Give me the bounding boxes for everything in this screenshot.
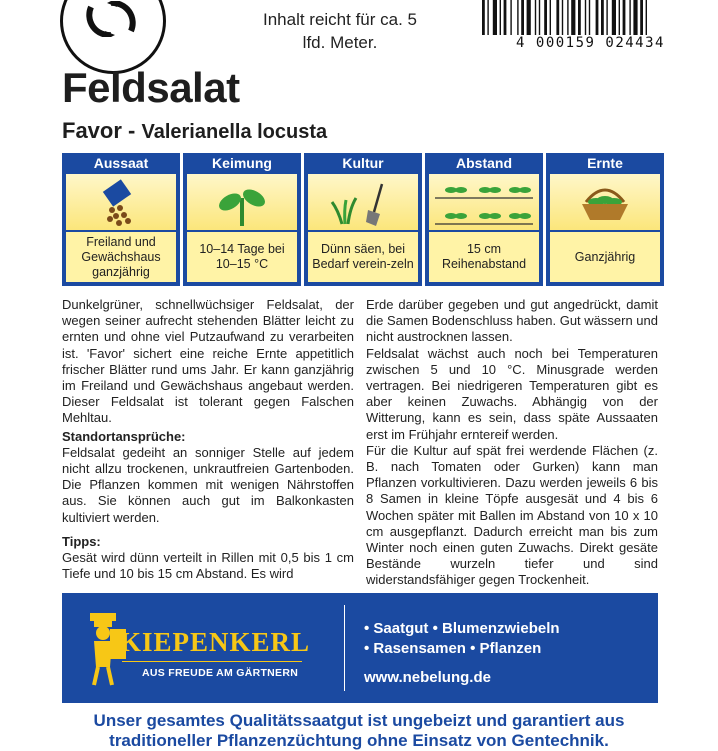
harvest-basket-icon <box>550 174 660 230</box>
brand-logo <box>82 609 332 689</box>
tipps-paragraph: Gesät wird dünn verteilt in Rillen mit 0,5 bis 1 cm Tiefe und 10 bis 15 cm Abstand. Es wird <box>62 550 354 582</box>
seed-packet-icon <box>66 174 176 230</box>
product-subtitle <box>62 118 327 144</box>
barcode-bars <box>478 0 703 36</box>
shovel-plant-icon <box>308 174 418 230</box>
card-text: 15 cm Reihenabstand <box>429 232 539 282</box>
card-text: Freiland und Gewächshaus ganzjährig <box>66 232 176 282</box>
website-url: www.nebelung.de <box>364 669 491 686</box>
card-text: 10–14 Tage bei 10–15 °C <box>187 232 297 282</box>
right-paragraph-3: Für die Kultur auf spät frei werdende Flächen (z. B. nach Tomaten oder Gurken) kann man Pflanzen vorkultivieren. Dazu werden jeweils 6 bis 8 Samen in kleine Töpfe ausgesät und 4 bis 6 Wochen später mit Ballen im Abstand von 10 x 10 cm ausgepflanzt. Dadurch erreicht man bis zum Winter noch einen guten Zuwachs. Direkt gesäte Bestände wurzeln tiefer und sind widerstandsfähiger gegen Trockenheit. <box>366 442 658 588</box>
card-keimung <box>183 153 301 286</box>
brand-banner <box>62 593 658 703</box>
brand-slogan: AUS FREUDE AM GÄRTNERN <box>142 667 299 679</box>
card-ernte <box>546 153 664 286</box>
card-kultur <box>304 153 422 286</box>
text-column-right <box>366 297 658 589</box>
brand-name: KIEPENKERL <box>120 627 311 657</box>
standort-heading: Standortansprüche: <box>62 428 186 444</box>
product-title: Feldsalat <box>62 64 240 111</box>
latin-name: Valerianella locusta <box>141 121 328 143</box>
category-line-1: • Saatgut • Blumenzwiebeln <box>364 620 560 637</box>
card-abstand <box>425 153 543 286</box>
subtitle-separator: - <box>121 118 142 143</box>
variety-name: Favor <box>62 118 122 143</box>
category-line-2: • Rasensamen • Pflanzen <box>364 640 542 657</box>
intro-paragraph: Dunkelgrüner, schnellwüchsiger Feldsalat, der wegen seiner aufrecht stehenden Blätter leicht zu ernten und ohne viel Putzaufwand zu verarbeiten ist. 'Favor' sichert eine reiche Ernte appetitlich frischer Blätter rund ums Jahr. Er kann ganzjährig im Freiland und Gewächshaus angebaut werden. Dieser Feldsalat ist tolerant gegen Falschen Mehltau. <box>62 297 354 426</box>
tipps-heading: Tipps: <box>62 533 101 549</box>
quality-statement-line-2: traditioneller Pflanzenzüchtung ohne Einsatz von Gentechnik. <box>109 731 609 750</box>
brand-divider <box>122 661 302 662</box>
recycling-arrows-icon <box>83 1 139 37</box>
card-text: Ganzjährig <box>550 232 660 282</box>
banner-divider <box>344 605 345 691</box>
quality-statement <box>0 711 718 751</box>
right-paragraph-2: Feldsalat wächst auch noch bei Temperaturen zwischen 5 und 10 °C. Minusgrade werden vertragen. Bei niedrigeren Temperaturen gibt es aber keinen Zuwachs. Abhängig von der Witterung, kann es sein, dass späte Aussaaten erst im Frühjahr erntereif werden. <box>366 345 658 442</box>
card-title: Ernte <box>587 155 623 171</box>
product-categories <box>364 619 560 659</box>
row-spacing-icon <box>429 174 539 230</box>
card-aussaat <box>62 153 180 286</box>
barcode-number: 4 000159 024434 <box>478 35 703 51</box>
card-title: Abstand <box>456 155 512 171</box>
seedling-icon <box>187 174 297 230</box>
standort-paragraph: Feldsalat gedeiht an sonniger Stelle auf jedem nicht allzu trockenen, unkrautfreien Gartenboden. Die Pflanzen kommen mit wenigen Nährstoffen aus. Sie können auch gut im Balkonkasten kultiviert werden. <box>62 444 354 525</box>
content-amount-note: Inhalt reicht für ca. 5 lfd. Meter. <box>262 10 418 52</box>
text-column-left <box>62 297 354 582</box>
card-text: Dünn säen, bei Bedarf verein-zeln <box>308 232 418 282</box>
card-title: Keimung <box>212 155 272 171</box>
quality-statement-line-1: Unser gesamtes Qualitätssaatgut ist ungebeizt und garantiert aus <box>93 711 625 730</box>
right-paragraph-1: Erde darüber gegeben und gut angedrückt, damit die Samen Bodenschluss haben. Gut wässern und nicht austrocknen lassen. <box>366 297 658 345</box>
card-title: Aussaat <box>93 155 149 171</box>
recycling-logo <box>60 0 166 74</box>
card-title: Kultur <box>342 155 384 171</box>
